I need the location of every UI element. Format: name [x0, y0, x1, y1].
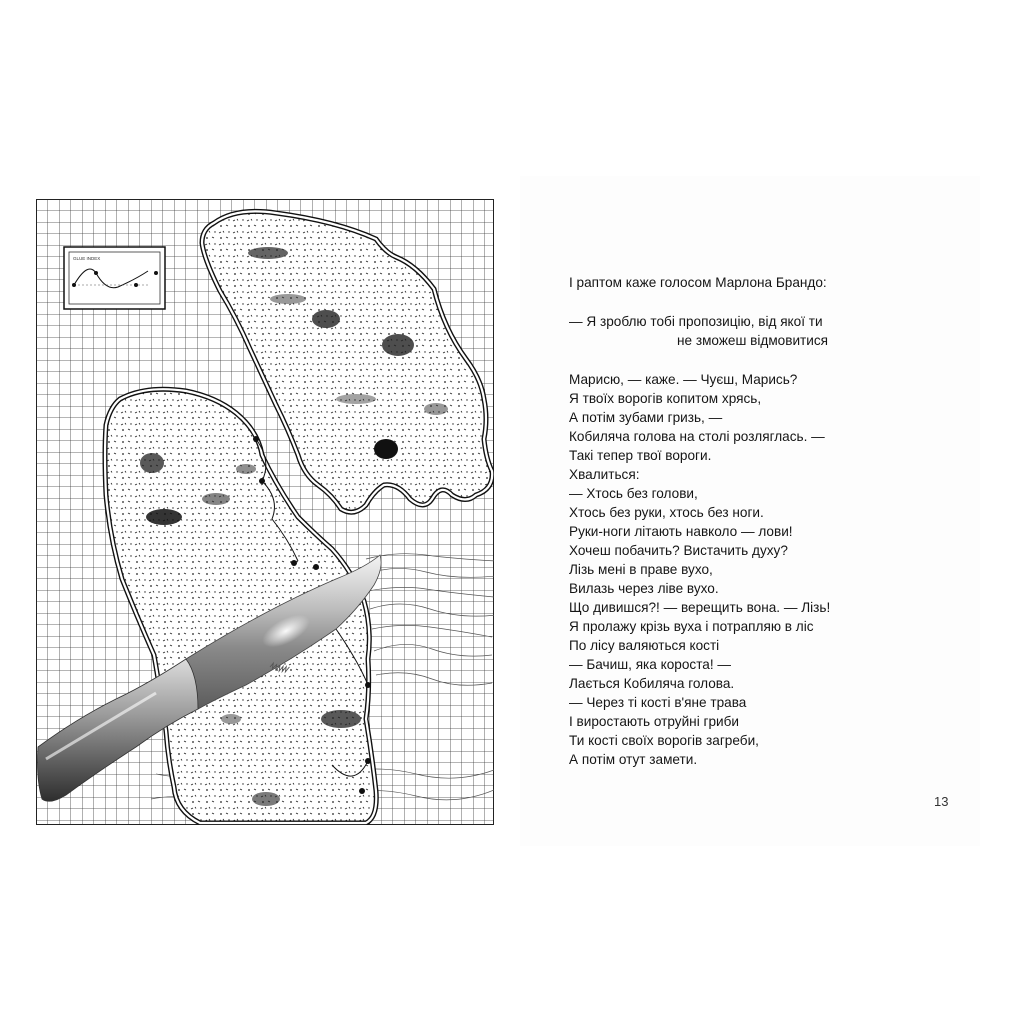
text-page: [520, 176, 980, 846]
poem-quote-line-1: — Я зроблю тобі пропозицію, від якої ти: [569, 314, 823, 329]
poem-line: Я пролажу крізь вуха і потрапляю в ліс: [569, 619, 814, 634]
poem-line: — Бачиш, яка короста! —: [569, 657, 731, 672]
poem-line: Хочеш побачить? Вистачить духу?: [569, 543, 788, 558]
poem-line: Ти кості своїх ворогів загреби,: [569, 733, 759, 748]
poem-line: Хтось без руки, хтось без ноги.: [569, 505, 764, 520]
poem-line: По лісу валяються кості: [569, 638, 720, 653]
chart-inset: [64, 247, 165, 309]
poem-line: Хвалиться:: [569, 467, 640, 482]
poem-line: І виростають отруйні гриби: [569, 714, 739, 729]
poem-quote-line-2: не зможеш відмовитися: [677, 333, 829, 348]
poem-intro: І раптом каже голосом Марлона Брандо:: [569, 275, 827, 290]
chart-inset-caption: GLUE INDEX: [73, 256, 101, 261]
poem-line: Я твоїх ворогів копитом хрясь,: [569, 391, 762, 406]
poem-line: А потім отут замети.: [569, 752, 698, 767]
illustration: [36, 199, 494, 825]
poem-line: Руки-ноги літають навколо — лови!: [569, 524, 793, 539]
poem-line: Кобиляча голова на столі розляглась. —: [569, 429, 825, 444]
illustration-svg: [36, 199, 494, 825]
poem-line: Що дивишся?! — верещить вона. — Лізь!: [569, 600, 831, 615]
poem: [569, 273, 969, 769]
poem-line: Вилазь через ліве вухо.: [569, 581, 719, 596]
poem-line: — Хтось без голови,: [569, 486, 698, 501]
poem-line: — Через ті кості в'яне трава: [569, 695, 747, 710]
page-number: 13: [934, 794, 949, 809]
poem-line: А потім зубами гризь, —: [569, 410, 723, 425]
poem-line: Лізь мені в праве вухо,: [569, 562, 713, 577]
poem-line: Марисю, — каже. — Чуєш, Марись?: [569, 372, 798, 387]
poem-line: Такі тепер твої вороги.: [569, 448, 712, 463]
poem-line: Лається Кобиляча голова.: [569, 676, 735, 691]
